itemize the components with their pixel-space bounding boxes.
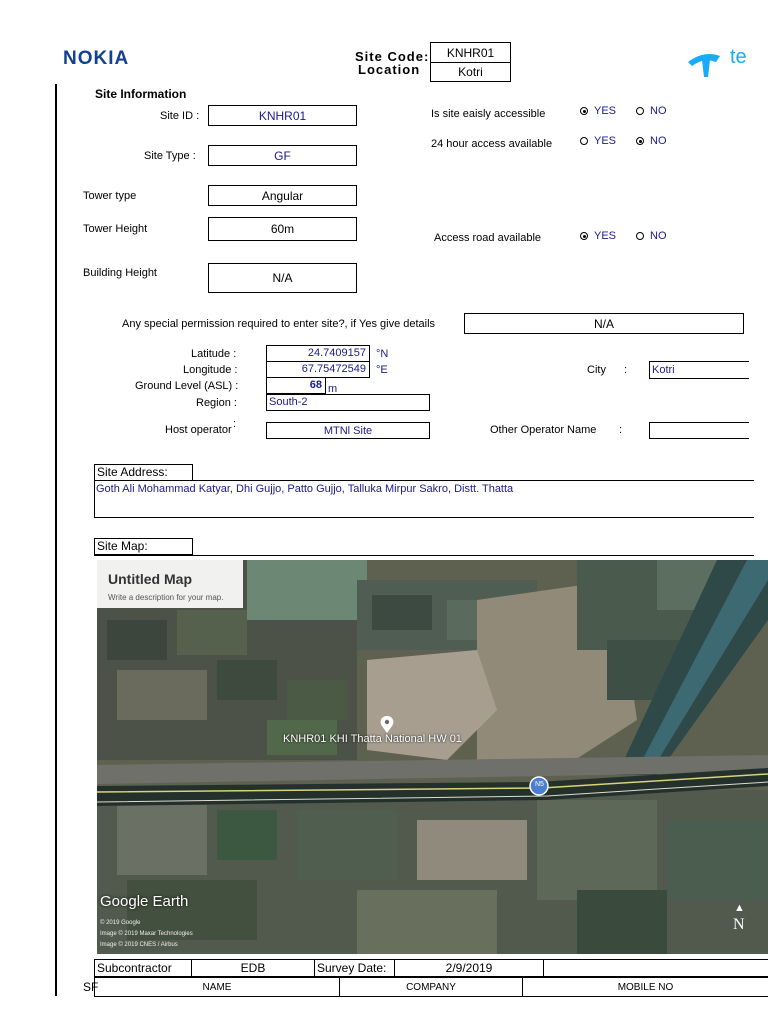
no-label: NO [650,105,667,117]
map-road-marker: N5 [535,781,544,788]
tower-height-field[interactable]: 60m [208,217,357,241]
building-height-label: Building Height [83,267,157,279]
nokia-logo: NOKIA [63,48,130,69]
subcontractor-value[interactable]: EDB [191,959,315,977]
building-height-field[interactable]: N/A [208,263,357,293]
permission-field[interactable]: N/A [464,313,744,334]
map-top-line [94,555,754,556]
host-operator-field[interactable]: MTNl Site [266,422,430,439]
longitude-label: Longitude : [183,364,238,376]
tower-type-field[interactable]: Angular [208,185,357,206]
location-label: Location [358,62,421,77]
telenor-logo-text: te [730,46,747,68]
hour24-yes[interactable] [580,135,616,147]
site-code-label: Site Code: [355,49,430,64]
google-earth-logo: Google Earth [100,893,189,910]
city-field[interactable]: Kotri [649,361,749,379]
permission-label: Any special permission required to enter site?, if Yes give details [122,318,436,330]
yes-label: YES [594,135,617,147]
survey-date-label: Survey Date: [314,959,395,977]
address-top-line [94,480,754,481]
map-credit-1: © 2019 Google [100,920,141,926]
latitude-label: Latitude : [191,348,237,360]
radio-selected-icon [580,232,588,240]
region-field[interactable]: South-2 [266,394,430,411]
yes-label: YES [594,230,617,242]
location-value: Kotri [430,62,511,82]
col-mobile-header: MOBILE NO [522,977,768,997]
hour24-no[interactable] [636,135,667,147]
longitude-field[interactable]: 67.75472549 [266,361,370,378]
address-left-line [94,480,95,518]
radio-empty-icon [636,232,644,240]
easily-accessible-label: Is site eaisly accessible [431,108,546,120]
city-label: City [587,364,606,376]
map-credit-2: Image © 2019 Maxar Technologies [100,931,193,937]
host-operator-colon: : [233,418,237,430]
latitude-unit: °N [376,348,389,360]
city-colon: : [624,364,628,376]
radio-empty-icon [580,137,588,145]
site-address-label: Site Address: [94,464,193,481]
host-operator-label: Host operator [165,424,232,436]
col-company-header: COMPANY [339,977,523,997]
site-code-value: KNHR01 [430,42,511,63]
ground-level-field[interactable]: 68 [266,377,326,394]
site-type-label: Site Type : [144,150,196,162]
map-title: Untitled Map [108,571,192,587]
easily-accessible-yes[interactable] [580,105,616,117]
site-type-field[interactable]: GF [208,145,357,166]
hour24-label: 24 hour access available [431,138,553,150]
no-label: NO [650,135,667,147]
north-label: N [733,916,745,933]
footer-extra-cell [543,959,768,977]
site-info-heading: Site Information [95,87,187,101]
latitude-field[interactable]: 24.7409157 [266,345,370,362]
survey-date-value[interactable]: 2/9/2019 [394,959,544,977]
address-bottom-line [94,517,754,518]
access-road-label: Access road available [434,232,542,244]
yes-label: YES [594,105,617,117]
other-operator-colon: : [619,424,623,436]
subcontractor-label: Subcontractor [94,959,192,977]
side-label: SF [83,980,99,994]
access-road-no[interactable] [636,230,667,242]
site-id-label: Site ID : [160,110,200,122]
map-credit-3: Image © 2019 CNES / Airbus [100,942,178,948]
site-map-label: Site Map: [94,538,193,555]
tower-type-label: Tower type [83,190,137,202]
map-pin-label: KNHR01 KHI Thatta National HW 01 [283,733,462,745]
site-address-value[interactable]: Goth Ali Mohammad Katyar, Dhi Gujjo, Patto Gujjo, Talluka Mirpur Sakro, Distt. Thatta [96,483,514,495]
telenor-logo-icon [686,42,726,78]
ground-level-label: Ground Level (ASL) : [135,380,239,392]
access-road-yes[interactable] [580,230,616,242]
radio-selected-icon [580,107,588,115]
radio-empty-icon [636,107,644,115]
other-operator-field[interactable] [649,422,749,439]
longitude-unit: °E [376,364,388,376]
left-border [55,84,57,996]
site-id-field[interactable]: KNHR01 [208,105,357,126]
map-subtitle: Write a description for your map. [108,593,224,602]
radio-selected-icon [636,137,644,145]
site-map-image[interactable] [97,560,768,954]
region-label: Region : [196,397,237,409]
tower-height-label: Tower Height [83,223,148,235]
easily-accessible-no[interactable] [636,105,667,117]
north-arrow-icon: ▲ [734,902,745,914]
no-label: NO [650,230,667,242]
satellite-map-graphic [97,560,768,954]
ground-level-unit: m [328,383,338,395]
col-name-header: NAME [94,977,340,997]
other-operator-label: Other Operator Name [490,424,597,436]
